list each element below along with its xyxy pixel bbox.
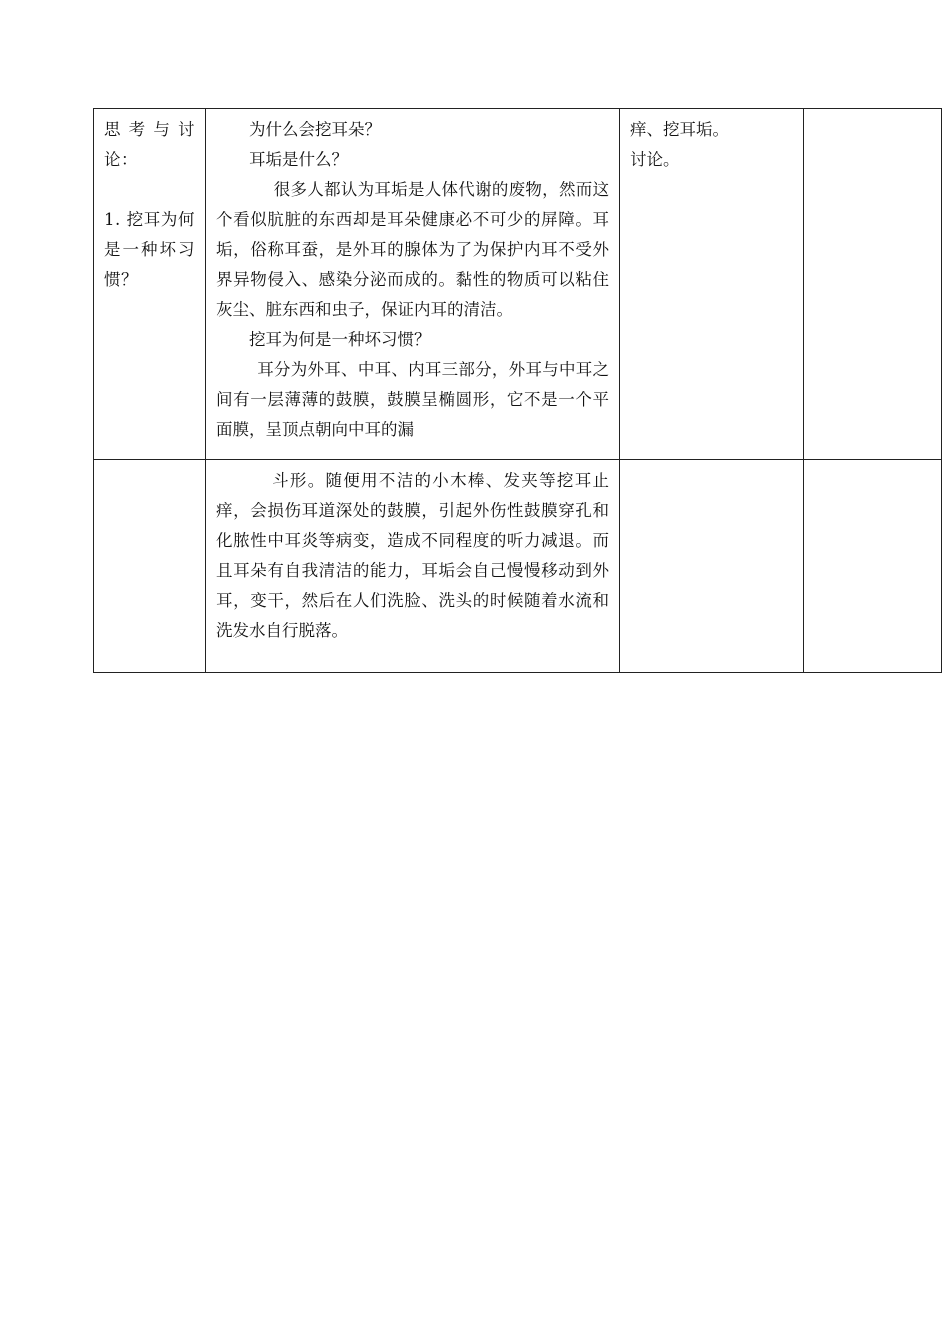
paragraph-text: 耳分为外耳、中耳、内耳三部分，外耳与中耳之间有一层薄薄的鼓膜，鼓膜呈椭圆形，它不是一个平面膜，呈顶点朝向中耳的漏 [216, 360, 609, 439]
notes-cell [804, 460, 942, 673]
question-text: 耳垢是什么？ [249, 150, 348, 169]
lesson-plan-table [93, 108, 942, 673]
table-row [94, 109, 942, 460]
notes-cell [804, 109, 942, 460]
paragraph-text: 斗形。随便用不洁的小木棒、发夹等挖耳止痒，会损伤耳道深处的鼓膜，引起外伤性鼓膜穿孔和化脓性中耳炎等病变，造成不同程度的听力减退。而且耳朵有自我清洁的能力，耳垢会自己慢慢移动到外耳，变干，然后在人们洗脸、洗头的时候随着水流和洗发水自行脱落。 [216, 471, 609, 640]
activity-cell [94, 460, 206, 673]
activity-item: 1. 挖耳为何是一种坏习惯？ [104, 210, 195, 289]
content-cell [206, 109, 620, 460]
question-text: 挖耳为何是一种坏习惯？ [249, 330, 431, 349]
content-cell [206, 460, 620, 673]
student-activity-cell [620, 460, 804, 673]
activity-text: 痒、挖耳垢。 [630, 120, 729, 139]
student-activity-cell [620, 109, 804, 460]
activity-text: 讨论。 [630, 150, 680, 169]
activity-cell [94, 109, 206, 460]
paragraph-text: 很多人都认为耳垢是人体代谢的废物，然而这个看似肮脏的东西却是耳朵健康必不可少的屏障。耳垢，俗称耳蚕，是外耳的腺体为了为保护内耳不受外界异物侵入、感染分泌而成的。黏性的物质可以粘住灰尘、脏东西和虫子，保证内耳的清洁。 [216, 180, 609, 319]
spacer [104, 175, 195, 205]
activity-heading: 思考与讨论： [104, 120, 195, 169]
question-text: 为什么会挖耳朵？ [249, 120, 381, 139]
table-row [94, 460, 942, 673]
